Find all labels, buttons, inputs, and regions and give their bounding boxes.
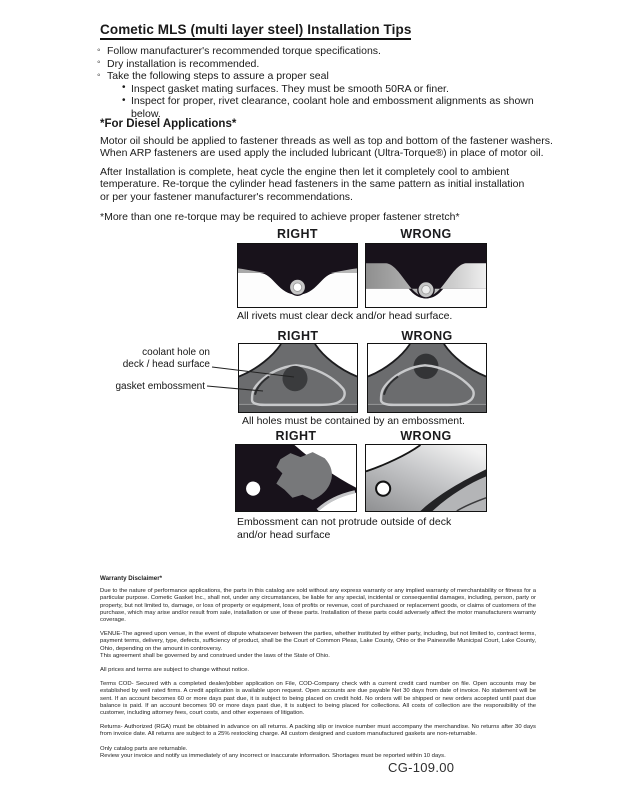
protrude-caption bbox=[237, 516, 451, 541]
holes-wrong-figure bbox=[367, 343, 487, 413]
paragraph-line: After Installation is complete, heat cycle the engine then let it completely cool to ambient bbox=[100, 166, 510, 178]
figure3-right-label: RIGHT bbox=[275, 429, 317, 443]
coolant-hole-label bbox=[80, 347, 210, 370]
holes-caption: All holes must be contained by an embossment. bbox=[242, 415, 465, 427]
rivet-wrong-illustration bbox=[366, 244, 486, 307]
page-title bbox=[100, 22, 411, 37]
disclaimer-paragraph: Returns- Authorized (RGA) must be obtained in advance on all returns. A packing slip or invoice number must accompany the merchandise. No returns after 30 days from invoice date. All returns are subject to a 25% restocking charge. All custom designed and custom manufactured gaskets are non-returnable. bbox=[100, 724, 536, 738]
disclaimer-paragraph: Terms COD- Secured with a completed dealer/jobber application on File, COD-Company check with a current credit card number on file. Open accounts may be established by well rated firms. A credit application is available upon request. Open accounts are due payable Net 30 days from date of invoice. No statement will be sent. If an account becomes 60 or more days past due, it is subject to being placed on credit hold. No orders will be shipped or new orders accepted until past due balance is paid. If an account becomes 90 or more days past due, it is subject to being placed for collections. All costs of collection are the responsibility of the customer, including attorney fees, court costs, and other expenses of litigation. bbox=[100, 681, 536, 717]
holes-wrong-illustration bbox=[368, 344, 486, 412]
diesel-paragraph-2 bbox=[100, 166, 560, 203]
protrude-caption-line: and/or head surface bbox=[237, 528, 331, 541]
tip-item: ◦ Follow manufacturer's recommended torque specifications. bbox=[97, 45, 557, 58]
retorque-note: *More than one re-torque may be required to achieve proper fastener stretch* bbox=[100, 211, 460, 223]
paragraph-line: Motor oil should be applied to fastener threads as well as top and bottom of the fastener washers. bbox=[100, 135, 553, 147]
disclaimer-paragraph: This agreement shall be governed by and construed under the laws of the State of Ohio. bbox=[100, 652, 330, 659]
paragraph-line: When ARP fasteners are used apply the included lubricant (Ultra-Torque®) in place of motor oil. bbox=[100, 147, 544, 160]
rivet-wrong-figure bbox=[365, 243, 487, 308]
rivet-caption: All rivets must clear deck and/or head surface. bbox=[237, 310, 453, 322]
label-pointer-lines bbox=[205, 362, 305, 396]
protrude-right-figure bbox=[235, 444, 357, 512]
page-code: CG-109.00 bbox=[388, 760, 455, 775]
tip-item: ◦ Take the following steps to assure a proper seal bbox=[97, 70, 557, 83]
protrude-wrong-illustration bbox=[366, 445, 486, 511]
disclaimer-paragraph: Only catalog parts are returnable. bbox=[100, 745, 188, 752]
coolant-hole-label-line: deck / head surface bbox=[122, 358, 210, 370]
paragraph-line: or per your fastener manufacturer's recommendations. bbox=[100, 190, 353, 203]
tip-sub-item: • Inspect for proper, rivet clearance, coolant hole and embossment alignments as shown below. bbox=[122, 95, 557, 120]
disclaimer-paragraph: All prices and terms are subject to change without notice. bbox=[100, 667, 249, 674]
warranty-disclaimer-heading: Warranty Disclaimer* bbox=[100, 575, 163, 582]
diesel-applications-heading: *For Diesel Applications* bbox=[100, 118, 237, 130]
diesel-paragraph-1 bbox=[100, 135, 560, 160]
figure2-right-label: RIGHT bbox=[277, 329, 319, 343]
disclaimer-paragraph: Review your invoice and notify us immediately of any incorrect or inaccurate information. Shortages must be reported within 10 days. bbox=[100, 752, 446, 759]
warranty-disclaimer bbox=[100, 575, 536, 767]
disclaimer-paragraph: VENUE-The agreed upon venue, in the event of dispute whatsoever between the parties, whether instituted by either party, including, but not limited to, contract terms, payment terms, delivery, type, defects, sufficiency of product, shall be the Court of Common Pleas, Lake County, Ohio or the Painesville Municipal Court, Lake County, Ohio, depending on the amount in controversy. bbox=[100, 631, 536, 652]
rivet-right-figure bbox=[237, 243, 358, 308]
tip-sub-item: • Inspect gasket mating surfaces. They must be smooth 50RA or finer. bbox=[122, 83, 557, 96]
disclaimer-paragraph: Due to the nature of performance applications, the parts in this catalog are sold without any express warranty or any implied warranty of merchantability or fitness for a particular purpose. Cometic Gasket Inc., shall not, under any circumstances, be liable for any special, incidental or consequential damages, including, person, party or property, but not limited to, damage, or loss of property or equipment, loss of profits or revenue, cost of purchased or replacement goods, or claims of customers of the purchase, which may arise and/or result from sale, installation or use of these parts. Installation of these parts could adversely affect the motor manufacturers warranty coverage. bbox=[100, 588, 536, 624]
paragraph-line: temperature. Re-torque the cylinder head fasteners in the same pattern as initial installation bbox=[100, 178, 525, 191]
figure2-wrong-label: WRONG bbox=[401, 329, 453, 343]
figure3-wrong-label: WRONG bbox=[400, 429, 452, 443]
installation-tips-list bbox=[97, 45, 557, 120]
protrude-caption-line: Embossment can not protrude outside of deck bbox=[237, 516, 452, 528]
tip-item: ◦ Dry installation is recommended. bbox=[97, 58, 557, 71]
gasket-embossment-label: gasket embossment bbox=[115, 381, 205, 392]
coolant-hole-label-line: coolant hole on bbox=[142, 347, 210, 358]
rivet-right-illustration bbox=[238, 244, 357, 307]
figure1-right-label: RIGHT bbox=[277, 227, 318, 241]
page-title-text: Cometic MLS (multi layer steel) Installation Tips bbox=[100, 22, 411, 40]
protrude-right-illustration bbox=[236, 445, 356, 511]
protrude-wrong-figure bbox=[365, 444, 487, 512]
figure1-wrong-label: WRONG bbox=[400, 227, 452, 241]
